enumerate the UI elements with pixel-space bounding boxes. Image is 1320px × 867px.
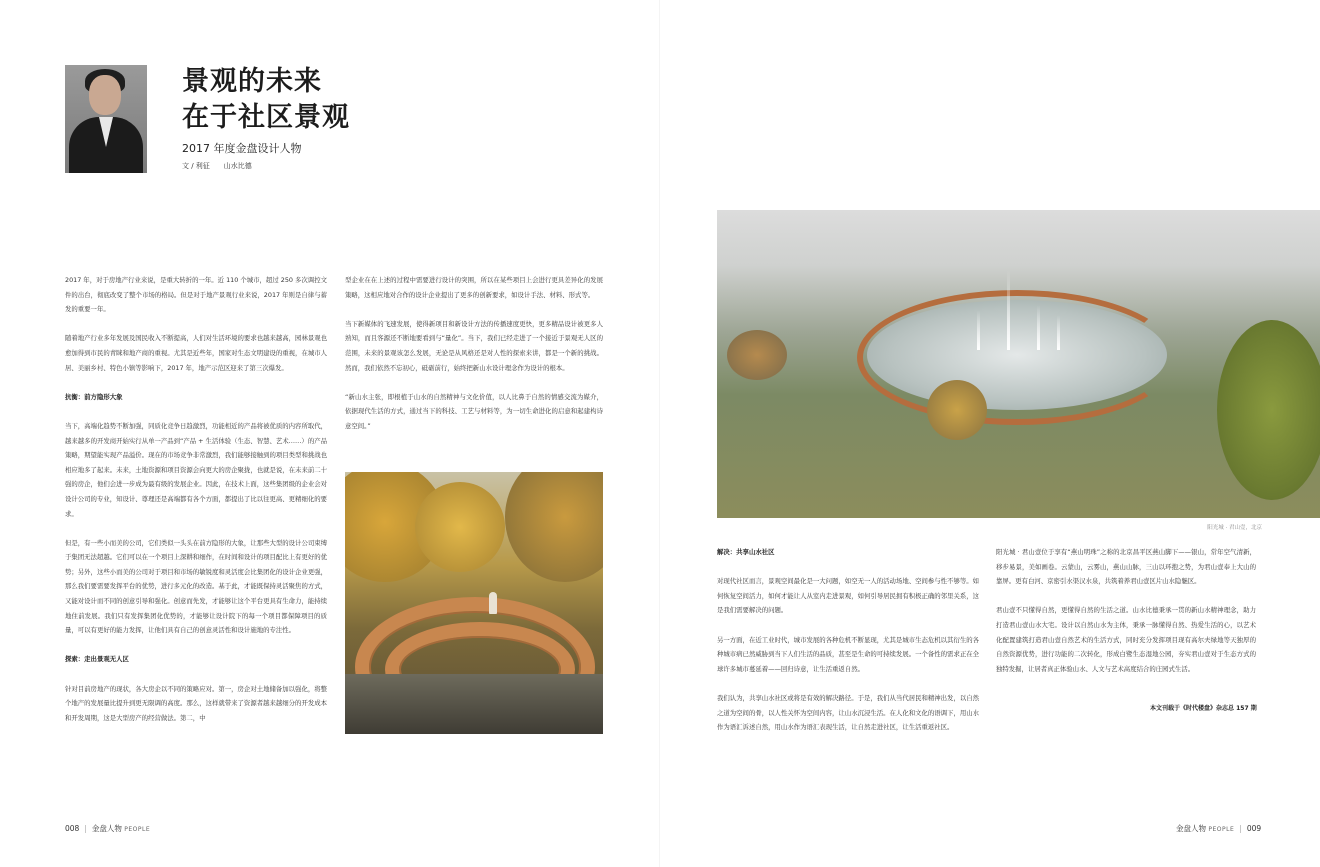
body-paragraph: 阳光城 · 君山壹位于享有“燕山明珠”之称的北京昌平区燕山脚下——银山，常年空气清新，移步易景，美如画卷。云蒙山，云雾山，燕山山脉，三山以环抱之势，为君山壹奉上大山的靠屏。更有白河、京密引水渠汉水泉，共筑着养君山壹区片山水隐魅区。: [996, 548, 1256, 586]
fountain-park-photo: [717, 210, 1320, 518]
body-paragraph: 我们认为，共享山水社区或将是有效的解决路径。于是，我们从当代居民和精神出发，以自然之道为空间的骨，以人性关怀为空间内容，让山水沉浸生活。在人化和文化的语调下，用山水作为语汇诉述自然，用山水作为语汇表现生活，让自然走进社区，让生活重返社区。: [717, 693, 980, 732]
page-number-right: 009: [1246, 824, 1262, 833]
page-number-left: 008: [65, 824, 80, 833]
folio-right: 金盘人物 PEOPLE | 009: [1176, 824, 1262, 833]
body-paragraph: 另一方面，在近工业时代，城市发展的各种危机不断显现，尤其是城市生态危机以其衍生的各种城市病已然威胁到当下人们生活的品质，甚至是生命的可持续发展。一个备性的需求正在全球许多城市蔓延着——回归诗意，让生活重返自然。: [717, 635, 980, 673]
right-column-2: [996, 545, 1256, 691]
body-paragraph: 针对目前房地产的现状，各大房企以不同的策略应对。第一，房企对土地储备加以强化，将整个地产的发展量比提升到更无限调的高度。那么，这样就带来了资源者越来越细分的开发成本和开发周期，这是大型房产的经营做法。第二，中: [65, 684, 328, 722]
walking-person: [489, 592, 497, 614]
body-paragraph: 随着地产行业多年发展及国民收入不断提高，人们对生活环境的要求也越来越高，园林景观也愈加得到市民的青睐和地产商的重视。尤其是近些年，国家对生态文明建设的重视，在城市人居、美丽乡村、特色小镇等影响下，2017 年，地产示范区迎来了第三次爆发。: [65, 334, 328, 372]
folio-left: 008 | 金盘人物 PEOPLE: [65, 824, 151, 833]
body-paragraph: 对现代社区而言，景观空间最化是一大问题，如空无一人的活动场地、空间参与性不够等。如何恢复空间活力，如何才能让人从室内走进景观，如何引导居民拥有积极正确的邻里关系，这是我们需要解决的问题。: [717, 577, 980, 615]
article-title: [182, 64, 350, 136]
right-column-1: [717, 545, 979, 749]
body-paragraph: 君山壹不只懂得自然，更懂得自然的生活之道。山水比德秉承一贯的新山水精神理念，助力打造君山壹山水大宅。设计以自然山水为主体，秉承一脉懂得自然、热爱生活的心，以艺术化配置建筑打造君山壹自然艺术的生活方式，同时充分发挥项目现有高尔夫绿地等天独厚的自然资源优势，进行功能的二次转化，形成白鹭生态湿地公园，夯实君山壹对于生态方式的独特发掘，让居者真正体验山水、人文与艺术高度结合的庄园式生活。: [996, 606, 1256, 673]
section-heading: 探索：走出景观无人区: [65, 655, 129, 664]
article-subtitle: 2017 年度金盘设计人物: [182, 142, 302, 155]
pull-quote: “新山水主张，即根植于山水的自然精神与文化价值，以人比鼻于自然的情感交流为媒介，依据现代生活的方式，通过当下的科技、工艺与材料等，为一切生命进化的启意和起建构诗意空间。”: [345, 392, 603, 430]
author-portrait: [65, 65, 147, 173]
section-en-left: PEOPLE: [124, 826, 151, 833]
photo-caption: 阳光城 · 君山壹，北京: [1207, 525, 1262, 531]
section-label-left: 金盘人物: [91, 824, 122, 833]
section-label-right: 金盘人物: [1176, 824, 1206, 833]
source-note: 本文刊载于《时代楼盘》杂志总 157 期: [1150, 705, 1257, 712]
left-column-2: [345, 273, 603, 448]
section-heading: 解决：共享山水社区: [717, 548, 775, 556]
body-paragraph: 型企业在在上述的过程中需要进行设计的突围，所以在某些项目上会进行更具差异化的发展策略，这相应地对合作的设计企业提出了更多的创新要求，如设计手法、材料、形式等。: [345, 276, 603, 299]
body-paragraph: 当下新媒体的飞速发展，使得新项目和新设计方法的传播速度更快，更多精品设计被更多人熟知，而且客源还不断地要看到与“量化”。当下，我们已经走进了一个接近于景观无人区的范围，未来的景观该怎么发展，无论是从风格还是对人性的探索来讲，都是一个新的挑战。然而，我们依然不忘初心，砥砺前行，始终把新山水设计理念作为设计的根本。: [345, 319, 603, 372]
title-line-1: 景观的未来: [182, 66, 322, 97]
section-heading: 抗衡：前方隐形大象: [65, 392, 123, 401]
body-paragraph: 2017 年，对于房地产行业来说，是重大转折的一年。近 110 个城市，超过 250 多次调控文件的出台，彻底改变了整个市场的格局。但是对于地产景观行业来说，2017 年则是自律与蓄发的重要一年。: [65, 276, 327, 314]
left-column-1: [65, 273, 327, 740]
title-line-2: 在于社区景观: [182, 102, 350, 133]
boardwalk-photo: [345, 472, 603, 734]
section-en-right: PEOPLE: [1208, 826, 1235, 833]
body-paragraph: 但是，有一些小而美的公司，它们类似一头头在前方隐形的大象，让那些大型的设计公司束缚于集团无法超越。它们可以在一个项目上深耕和细作，在时间和设计的项目配比上有更好的优势；另外，这些小而美的公司对于项目和市场的敏锐度和灵活度会比集团化的设计企业更强，那么我们要需要发挥平台的优势，进行多元化的改造。基于此，才能既保持灵活聚焦的方式，又能对设计而不同的创意引导和强化。创意而先发，才能够让这个平台更具有生命力，能持续地住前发展。我们只有发挥集团化优势的，才能够让设计院下的每一个项目都保障项目的质量，可以有更好的能力发挥，让他们具有自己的创意灵活性和设计施地的专注性。: [65, 538, 328, 635]
body-paragraph: 当下，高端化趋势不断加强，同质化竞争日趋激烈，功能相近的产品将被优质的内容所取代，越来越多的开发商开始实行从单一产品到“产品 + 生活体验（生态、智慧、艺术……）的产品策略，期望能实现产品溢价。现在的市场竞争非常激烈，我们能够接触到的项目类型和挑战也相应地多了起来。未来，土地资源和项目资源会向更大的房企聚拢，也就是说，在未来前二十强的房企，他们会进一步成为最有级的发展企业。因此，在技术上面，这些集团级的企业会对设计公司的专业，知设计、尊理还是高端都有各个方面，都提出了比以往更高、更精细化的要求。: [65, 421, 328, 518]
article-byline: 文 / 利征 山水比德: [182, 162, 252, 170]
